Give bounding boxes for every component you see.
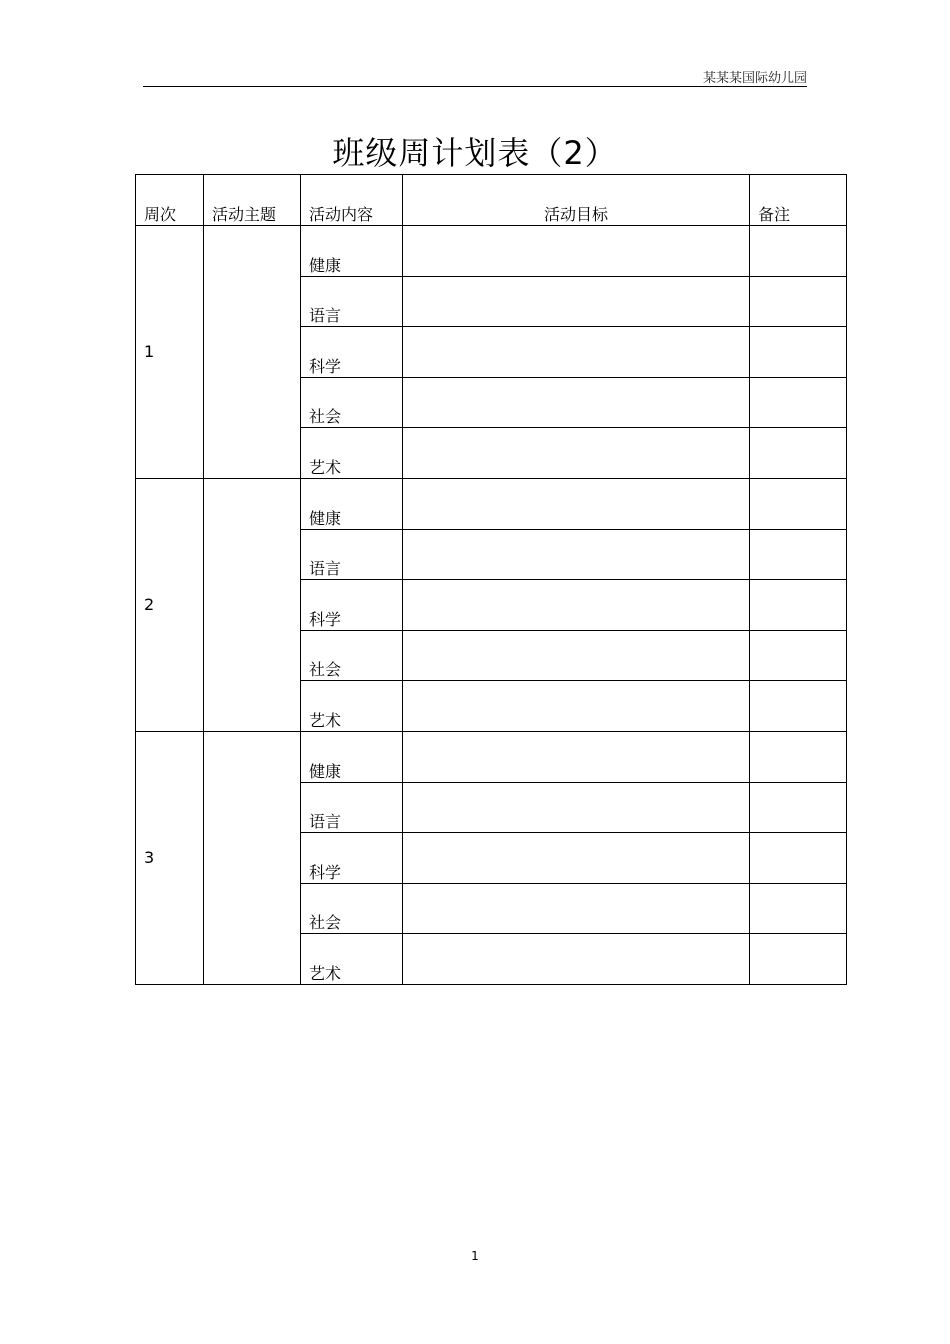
goal-cell[interactable] xyxy=(403,580,750,631)
remark-cell[interactable] xyxy=(750,934,847,985)
header-theme: 活动主题 xyxy=(204,175,301,226)
theme-cell[interactable] xyxy=(204,731,301,984)
week-number-cell: 2 xyxy=(136,478,204,731)
goal-cell[interactable] xyxy=(403,782,750,833)
remark-cell[interactable] xyxy=(750,276,847,327)
remark-cell[interactable] xyxy=(750,226,847,277)
header-org-name: 某某某国际幼儿园 xyxy=(702,71,807,86)
remark-cell[interactable] xyxy=(750,428,847,479)
subject-cell: 健康 xyxy=(301,731,403,782)
remark-cell[interactable] xyxy=(750,377,847,428)
subject-cell: 健康 xyxy=(301,226,403,277)
remark-cell[interactable] xyxy=(750,327,847,378)
goal-cell[interactable] xyxy=(403,731,750,782)
subject-cell: 社会 xyxy=(301,377,403,428)
subject-cell: 健康 xyxy=(301,478,403,529)
weekly-plan-table xyxy=(135,174,847,985)
goal-cell[interactable] xyxy=(403,226,750,277)
goal-cell[interactable] xyxy=(403,428,750,479)
table-row xyxy=(136,226,847,277)
table-row xyxy=(136,478,847,529)
goal-cell[interactable] xyxy=(403,833,750,884)
goal-cell[interactable] xyxy=(403,377,750,428)
week-number-cell: 3 xyxy=(136,731,204,984)
header-goal: 活动目标 xyxy=(403,175,750,226)
header-divider xyxy=(143,86,807,87)
remark-cell[interactable] xyxy=(750,833,847,884)
table-header-row xyxy=(136,175,847,226)
remark-cell[interactable] xyxy=(750,478,847,529)
remark-cell[interactable] xyxy=(750,731,847,782)
header-content: 活动内容 xyxy=(301,175,403,226)
subject-cell: 社会 xyxy=(301,630,403,681)
goal-cell[interactable] xyxy=(403,681,750,732)
header-remark: 备注 xyxy=(750,175,847,226)
remark-cell[interactable] xyxy=(750,630,847,681)
remark-cell[interactable] xyxy=(750,883,847,934)
page-title: 班级周计划表（2） xyxy=(332,134,618,172)
goal-cell[interactable] xyxy=(403,478,750,529)
remark-cell[interactable] xyxy=(750,782,847,833)
subject-cell: 社会 xyxy=(301,883,403,934)
table-row xyxy=(136,731,847,782)
remark-cell[interactable] xyxy=(750,681,847,732)
subject-cell: 艺术 xyxy=(301,428,403,479)
goal-cell[interactable] xyxy=(403,276,750,327)
subject-cell: 科学 xyxy=(301,833,403,884)
page-number: 1 xyxy=(471,1249,479,1263)
subject-cell: 科学 xyxy=(301,327,403,378)
goal-cell[interactable] xyxy=(403,883,750,934)
goal-cell[interactable] xyxy=(403,529,750,580)
goal-cell[interactable] xyxy=(403,327,750,378)
theme-cell[interactable] xyxy=(204,478,301,731)
remark-cell[interactable] xyxy=(750,529,847,580)
subject-cell: 语言 xyxy=(301,276,403,327)
subject-cell: 艺术 xyxy=(301,934,403,985)
goal-cell[interactable] xyxy=(403,934,750,985)
subject-cell: 艺术 xyxy=(301,681,403,732)
header-week: 周次 xyxy=(136,175,204,226)
subject-cell: 语言 xyxy=(301,529,403,580)
week-number-cell: 1 xyxy=(136,226,204,479)
goal-cell[interactable] xyxy=(403,630,750,681)
theme-cell[interactable] xyxy=(204,226,301,479)
subject-cell: 语言 xyxy=(301,782,403,833)
remark-cell[interactable] xyxy=(750,580,847,631)
subject-cell: 科学 xyxy=(301,580,403,631)
